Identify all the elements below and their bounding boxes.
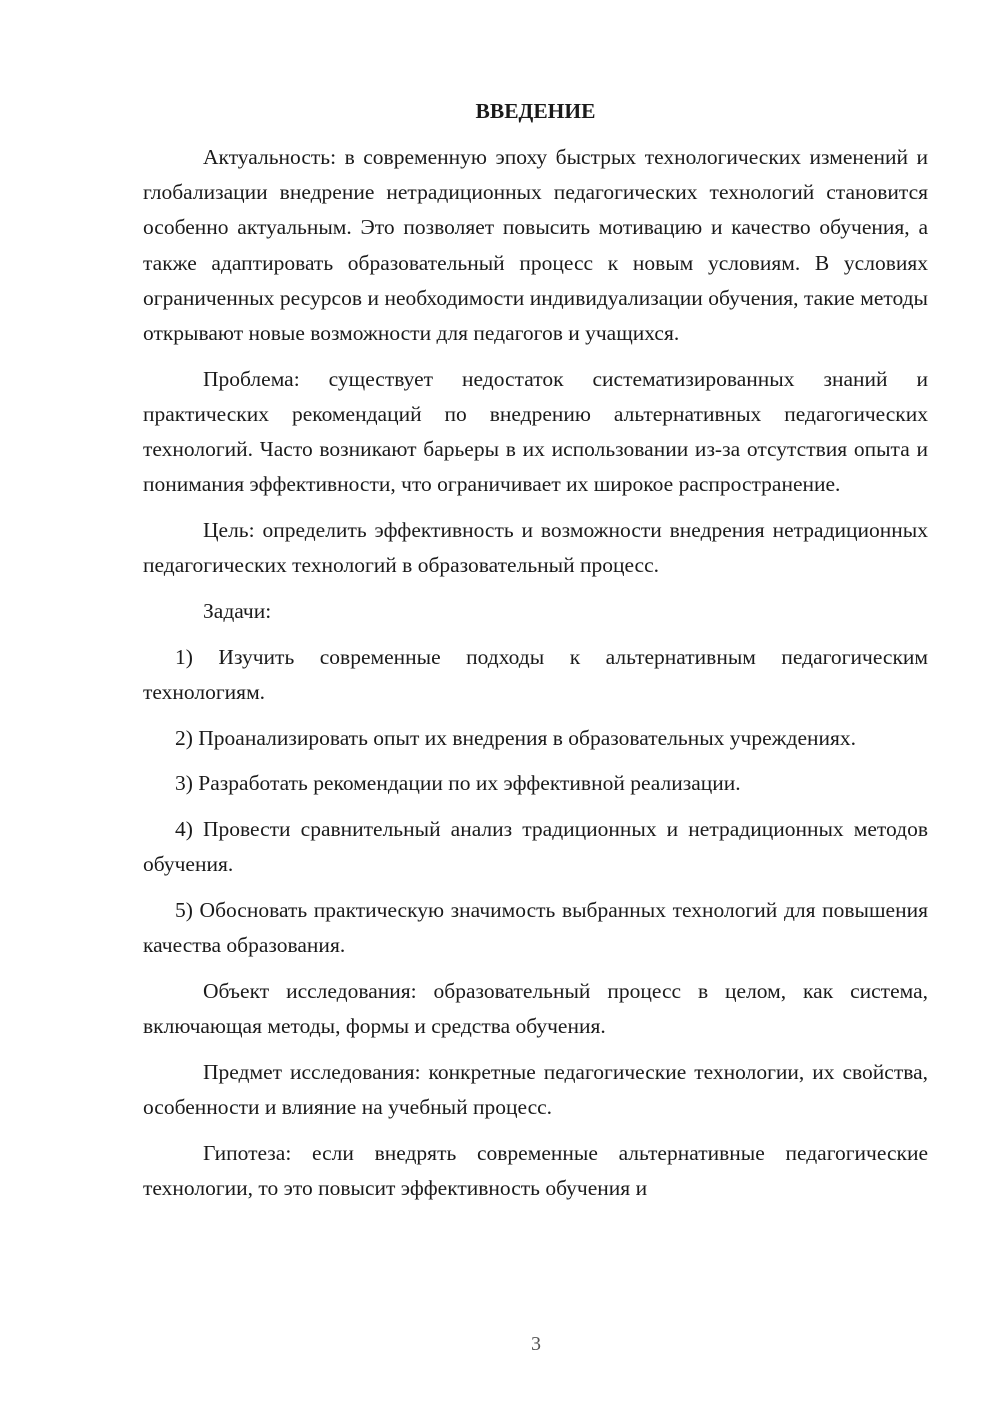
tasks-heading: Задачи: (203, 598, 272, 623)
section-title: ВВЕДЕНИЕ (475, 99, 596, 123)
task-item-4: 4) Провести сравнительный анализ традиционных и нетрадиционных методов обучения. (143, 816, 928, 877)
page-number: 3 (531, 1333, 541, 1355)
task-item-3: 3) Разработать рекомендации по их эффективной реализации. (175, 771, 741, 796)
document-body (143, 96, 928, 1216)
subject-paragraph: Предмет исследования: конкретные педагогические технологии, их свойства, особенности и влияние на учебный процесс. (143, 1059, 928, 1119)
goal-paragraph: Цель: определить эффективность и возможности внедрения нетрадиционных педагогических технологий в образовательный процесс. (143, 518, 928, 578)
object-paragraph: Объект исследования: образовательный процесс в целом, как система, включающая методы, формы и средства обучения. (143, 978, 928, 1038)
problem-paragraph: Проблема: существует недостаток систематизированных знаний и практических рекомендаций по внедрению альтернативных педагогических технологий. Часто возникают барьеры в их использовании из-за отсутствия опыта и понимания эффективности, что ограничивает их широкое распространение. (143, 366, 928, 497)
task-item-2: 2) Проанализировать опыт их внедрения в образовательных учреждениях. (175, 725, 857, 750)
relevance-paragraph: Актуальность: в современную эпоху быстрых технологических изменений и глобализации внедрение нетрадиционных педагогических технологий становится особенно актуальным. Это позволяет повысить мотивацию и качество обучения, а также адаптировать образовательный процесс к новым условиям. В условиях ограниченных ресурсов и необходимости индивидуализации обучения, такие методы открывают новые возможности для педагогов и учащихся. (143, 145, 928, 346)
task-item-1: 1) Изучить современные подходы к альтернативным педагогическим технологиям. (143, 644, 928, 704)
task-item-5: 5) Обосновать практическую значимость выбранных технологий для повышения качества образования. (143, 897, 928, 958)
hypothesis-paragraph: Гипотеза: если внедрять современные альтернативные педагогические технологии, то это повысит эффективность обучения и (143, 1140, 928, 1200)
